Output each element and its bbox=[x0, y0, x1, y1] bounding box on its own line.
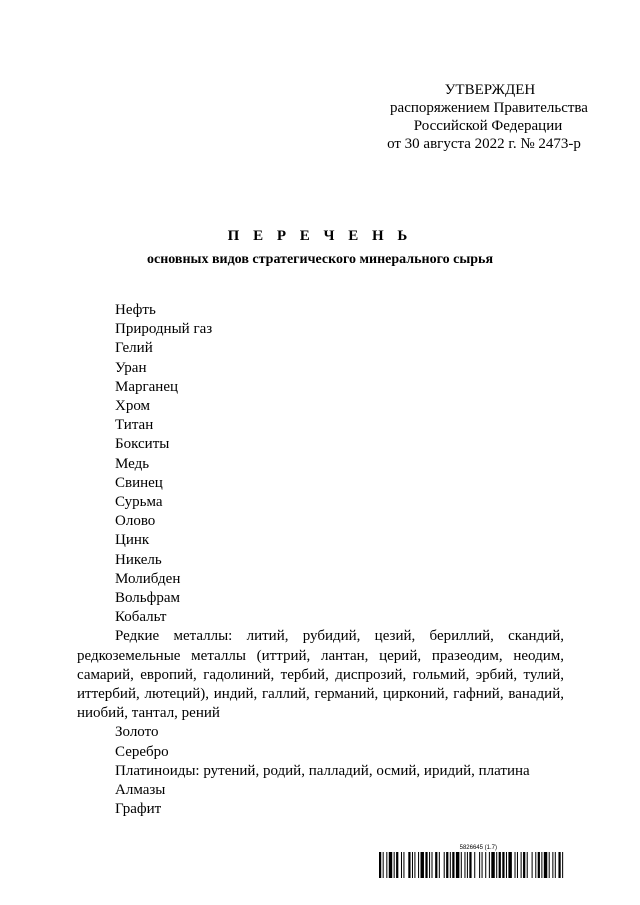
barcode-bar bbox=[562, 852, 563, 878]
barcode-bar bbox=[552, 852, 553, 878]
barcode-bar bbox=[508, 852, 511, 878]
document-subtitle: основных видов стратегического минерального сырья bbox=[146, 252, 494, 267]
barcode-bar bbox=[469, 852, 471, 878]
list-item: Цинк bbox=[115, 532, 150, 549]
document-barcode bbox=[379, 845, 567, 878]
barcode-bar bbox=[527, 852, 528, 878]
barcode-bar bbox=[383, 852, 384, 878]
barcode-number: 5826645 (1.7) bbox=[459, 845, 497, 851]
barcode-bar bbox=[386, 852, 387, 878]
barcode-bar bbox=[401, 852, 402, 878]
barcode-bar bbox=[521, 852, 522, 878]
list-item: Нефть bbox=[115, 302, 156, 318]
barcode-bar bbox=[544, 852, 547, 878]
barcode-bar bbox=[479, 852, 480, 878]
approval-line-3: от 30 августа 2022 г. № 2473-р bbox=[387, 136, 581, 152]
approval-line-1: распоряжением Правительства bbox=[390, 100, 588, 116]
minerals-list bbox=[77, 301, 564, 819]
barcode-bar bbox=[467, 852, 468, 878]
list-item: Олово bbox=[115, 513, 156, 530]
barcode-bar bbox=[396, 852, 398, 878]
list-item: Природный газ bbox=[115, 321, 213, 338]
barcode-bar bbox=[421, 852, 424, 878]
barcode-bar bbox=[446, 852, 448, 878]
list-item: Графит bbox=[115, 801, 162, 818]
approval-title: УТВЕРЖДЕН bbox=[444, 82, 536, 98]
list-item: Сурьма bbox=[115, 494, 163, 511]
barcode-bar bbox=[444, 852, 445, 878]
list-item: Молибден bbox=[115, 570, 181, 587]
barcode-bar bbox=[464, 852, 465, 878]
list-item: Марганец bbox=[115, 378, 179, 395]
barcode-bar bbox=[461, 852, 462, 878]
barcode-bar bbox=[541, 852, 542, 878]
barcode-bar bbox=[414, 852, 415, 878]
barcode-bar bbox=[523, 852, 525, 878]
list-item-platinoids: Платиноиды: рутений, родий, палладий, осмий, иридий, платина bbox=[115, 762, 530, 779]
barcode-bar bbox=[558, 852, 560, 878]
barcode-bar bbox=[439, 852, 440, 878]
list-item: Вольфрам bbox=[115, 590, 181, 607]
list-item: Кобальт bbox=[115, 609, 167, 626]
barcode-icon bbox=[379, 852, 567, 878]
barcode-bar bbox=[489, 852, 490, 878]
barcode-bar bbox=[506, 852, 507, 878]
barcode-bar bbox=[532, 852, 533, 878]
list-item: Бокситы bbox=[115, 436, 170, 453]
barcode-bar bbox=[538, 852, 540, 878]
list-item: Медь bbox=[115, 455, 150, 472]
barcode-bar bbox=[431, 852, 432, 878]
list-item: Титан bbox=[115, 417, 154, 434]
approval-stamp bbox=[320, 81, 640, 153]
barcode-bar bbox=[549, 852, 550, 878]
barcode-bar bbox=[429, 852, 430, 878]
barcode-bar bbox=[418, 852, 419, 878]
document-title: П Е Р Е Ч Е Н Ь bbox=[227, 228, 413, 244]
barcode-bar bbox=[450, 852, 451, 878]
barcode-bar bbox=[517, 852, 518, 878]
barcode-bar bbox=[425, 852, 427, 878]
barcode-bar bbox=[535, 852, 536, 878]
barcode-bar bbox=[502, 852, 504, 878]
barcode-bar bbox=[485, 852, 486, 878]
approval-line-2: Российской Федерации bbox=[413, 118, 563, 134]
list-item: Гелий bbox=[115, 340, 153, 357]
barcode-bar bbox=[403, 852, 404, 878]
barcode-bar bbox=[499, 852, 501, 878]
list-item: Свинец bbox=[115, 474, 163, 491]
barcode-bar bbox=[412, 852, 413, 878]
barcode-bar bbox=[394, 852, 395, 878]
barcode-bar bbox=[474, 852, 475, 878]
barcode-bar bbox=[515, 852, 516, 878]
list-item: Уран bbox=[115, 359, 147, 376]
barcode-bar bbox=[555, 852, 556, 878]
list-item: Хром bbox=[115, 398, 151, 415]
barcode-bar bbox=[456, 852, 459, 878]
list-item: Никель bbox=[115, 551, 162, 568]
list-item: Алмазы bbox=[115, 782, 166, 799]
list-item: Серебро bbox=[115, 743, 169, 760]
barcode-bar bbox=[452, 852, 454, 878]
barcode-bar bbox=[379, 852, 381, 878]
barcode-bar bbox=[389, 852, 392, 878]
list-item-rare-metals: Редкие металлы: литий, рубидий, цезий, бериллий, скандий, редкоземельные металлы (иттрий, лантан, церий, празеодим, неодим, самарий, европий, гадолиний, тербий, диспрозий, гольмий, эрбий, тулий, иттербий, лютеций), индий, галлий, германий, цирконий, гафний, ванадий, ниобий, тантал, рений bbox=[77, 628, 564, 722]
barcode-bar bbox=[496, 852, 497, 878]
list-item: Золото bbox=[115, 724, 159, 741]
barcode-bar bbox=[408, 852, 410, 878]
barcode-bar bbox=[435, 852, 437, 878]
barcode-bar bbox=[482, 852, 483, 878]
barcode-bar bbox=[491, 852, 494, 878]
